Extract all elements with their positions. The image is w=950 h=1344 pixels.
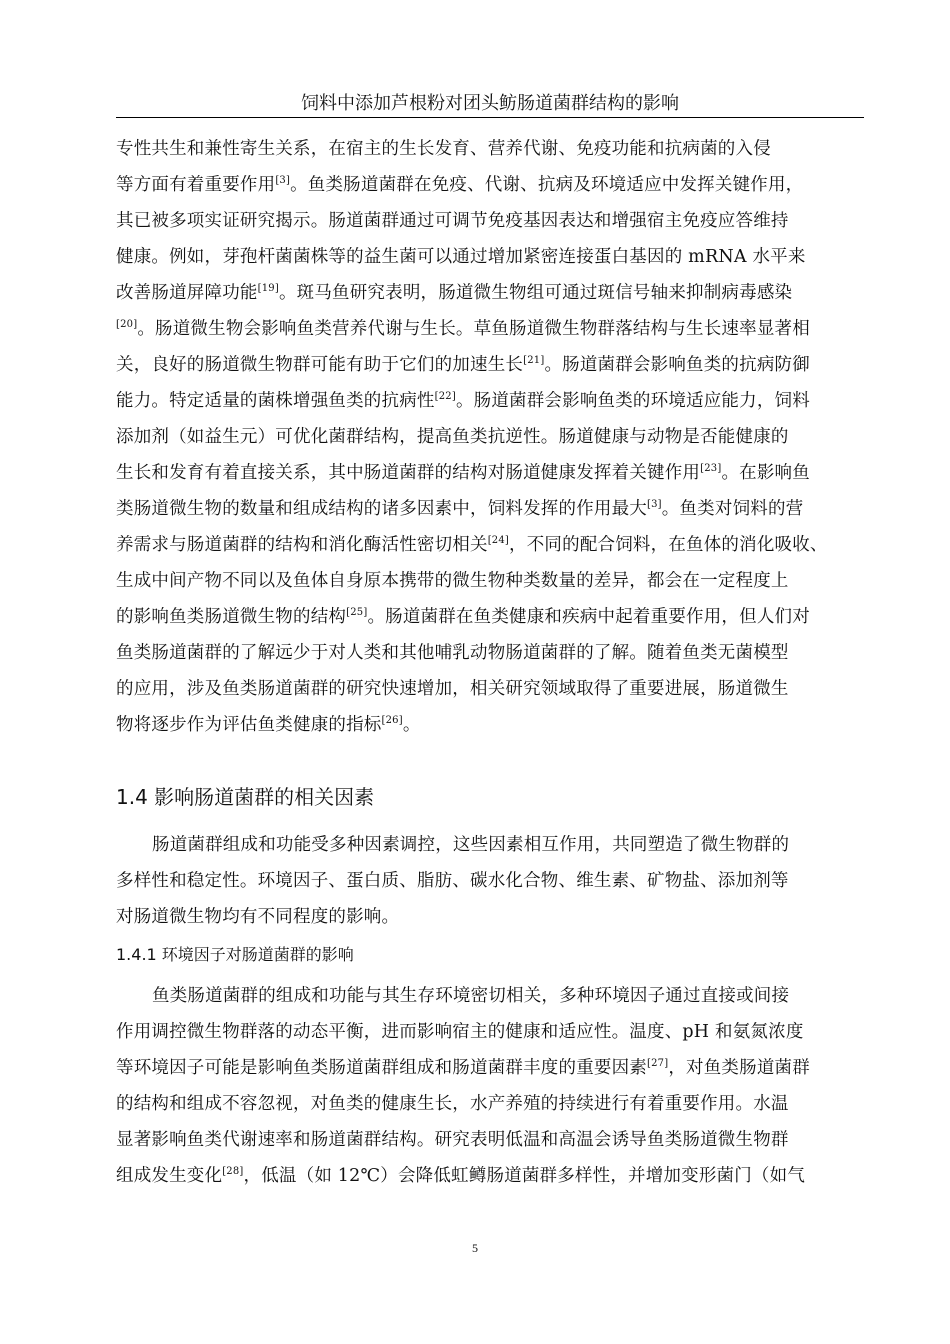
- text-line: 专性共生和兼性寄生关系，在宿主的生长发育、营养代谢、免疫功能和抗病菌的入侵: [116, 139, 771, 159]
- text-line: 对肠道微生物均有不同程度的影响。: [116, 907, 400, 927]
- text-line: 关，良好的肠道微生物群可能有助于它们的加速生长[21]。肠道菌群会影响鱼类的抗病防御: [116, 355, 810, 375]
- citation: [19]: [257, 283, 279, 295]
- text-line: 养需求与肠道菌群的结构和消化酶活性密切相关[24]，不同的配合饲料，在鱼体的消化吸收、: [116, 535, 828, 555]
- text-line: 组成发生变化[28]，低温（如 12℃）会降低虹鳟肠道菌群多样性，并增加变形菌门（如气: [116, 1166, 806, 1186]
- text-line: 等方面有着重要作用[3]。鱼类肠道菌群在免疫、代谢、抗病及环境适应中发挥关键作用，: [116, 175, 804, 195]
- paragraph-gut-microbiota-roles: [116, 131, 864, 743]
- text-line: 物将逐步作为评估鱼类健康的指标[26]。: [116, 715, 421, 735]
- running-header: 饲料中添加芦根粉对团头鲂肠道菌群结构的影响: [301, 93, 679, 114]
- citation: [3]: [275, 175, 291, 187]
- text-line: 生长和发育有着直接关系，其中肠道菌群的结构对肠道健康发挥着关键作用[23]。在影响鱼: [116, 463, 810, 483]
- text-line: 能力。特定适量的菌株增强鱼类的抗病性[22]。肠道菌群会影响鱼类的环境适应能力，饲料: [116, 391, 810, 411]
- text-line: 的结构和组成不容忽视，对鱼类的健康生长，水产养殖的持续进行有着重要作用。水温: [116, 1094, 789, 1114]
- section-heading-1-4: 1.4 影响肠道菌群的相关因素: [116, 785, 375, 809]
- citation: [27]: [647, 1058, 669, 1070]
- citation: [22]: [434, 391, 456, 403]
- citation: [28]: [222, 1166, 244, 1178]
- header-rule: [116, 117, 864, 118]
- citation: [20]: [116, 319, 138, 331]
- text-line: 多样性和稳定性。环境因子、蛋白质、脂肪、碳水化合物、维生素、矿物盐、添加剂等: [116, 871, 789, 891]
- text-line: 改善肠道屏障功能[19]。斑马鱼研究表明，肠道微生物组可通过斑信号轴来抑制病毒感染: [116, 283, 793, 303]
- paragraph-environmental-factors: [116, 978, 864, 1194]
- paragraph-influencing-factors: [116, 827, 864, 935]
- citation: [24]: [487, 535, 510, 547]
- text-line: 鱼类肠道菌群的组成和功能与其生存环境密切相关，多种环境因子通过直接或间接: [152, 986, 790, 1006]
- text-line: 显著影响鱼类代谢速率和肠道菌群结构。研究表明低温和高温会诱导鱼类肠道微生物群: [116, 1130, 789, 1150]
- text-line: 肠道菌群组成和功能受多种因素调控，这些因素相互作用，共同塑造了微生物群的: [152, 835, 790, 855]
- citation: [25]: [346, 607, 368, 619]
- citation: [23]: [700, 463, 722, 475]
- text-line: 类肠道微生物的数量和组成结构的诸多因素中，饲料发挥的作用最大[3]。鱼类对饲料的营: [116, 499, 804, 519]
- page-number: 5: [472, 1241, 478, 1255]
- text-line: 健康。例如，芽孢杆菌菌株等的益生菌可以通过增加紧密连接蛋白基因的 mRNA 水平来: [116, 247, 806, 267]
- text-line: 作用调控微生物群落的动态平衡，进而影响宿主的健康和适应性。温度、pH 和氨氮浓度: [116, 1022, 804, 1042]
- text-line: 等环境因子可能是影响鱼类肠道菌群组成和肠道菌群丰度的重要因素[27]，对鱼类肠道菌群: [116, 1058, 810, 1078]
- text-line: 的应用，涉及鱼类肠道菌群的研究快速增加，相关研究领域取得了重要进展，肠道微生: [116, 679, 789, 699]
- text-line: 生成中间产物不同以及鱼体自身原本携带的微生物种类数量的差异，都会在一定程度上: [116, 571, 789, 591]
- citation: [21]: [523, 355, 545, 367]
- citation: [26]: [381, 715, 403, 727]
- text-line: 鱼类肠道菌群的了解远少于对人类和其他哺乳动物肠道菌群的了解。随着鱼类无菌模型: [116, 643, 789, 663]
- text-line: [20]。肠道微生物会影响鱼类营养代谢与生长。草鱼肠道微生物群落结构与生长速率显著相: [116, 319, 810, 339]
- text-line: 其已被多项实证研究揭示。肠道菌群通过可调节免疫基因表达和增强宿主免疫应答维持: [116, 211, 789, 231]
- text-line: 的影响鱼类肠道微生物的结构[25]。肠道菌群在鱼类健康和疾病中起着重要作用，但人们对: [116, 607, 810, 627]
- text-line: 添加剂（如益生元）可优化菌群结构，提高鱼类抗逆性。肠道健康与动物是否能健康的: [116, 427, 789, 447]
- section-heading-1-4-1: 1.4.1 环境因子对肠道菌群的影响: [116, 945, 354, 964]
- citation: [3]: [647, 499, 662, 511]
